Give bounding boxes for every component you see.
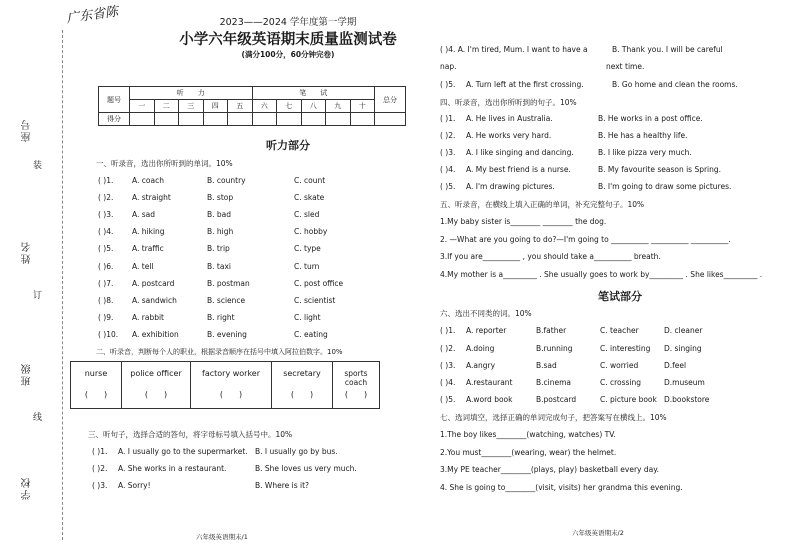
name-label: 姓名: [22, 240, 33, 264]
option-b: B. He has a healthy life.: [598, 131, 688, 140]
fill-blank-line[interactable]: 4. She is going to________(visit, visits) her grandma this evening.: [440, 483, 683, 492]
part4-instruction: 四、听录音，选出你所听到的句子。10%: [440, 98, 577, 107]
option-a: A. tell: [132, 262, 154, 271]
question-number: ( )3.: [440, 148, 456, 157]
option-a: A. straight: [132, 193, 171, 202]
option-c: C. scientist: [294, 296, 336, 305]
fill-blank-line[interactable]: 3.My PE teacher________(plays, play) basketball every day.: [440, 465, 659, 474]
option-a: A. sad: [132, 210, 156, 219]
answer-blank[interactable]: ( ): [144, 390, 168, 399]
section-number: 五: [228, 100, 253, 113]
question-number: ( )1.: [440, 114, 456, 123]
exam-note: (满分100分，60分钟完卷): [241, 50, 335, 59]
question-number: ( )5.: [440, 395, 456, 404]
question-number: ( )2.: [92, 464, 108, 473]
question-number: ( )4.: [440, 165, 456, 174]
option-a: A. Sorry!: [118, 481, 151, 490]
score-cell[interactable]: [277, 113, 302, 126]
question-number: ( )7.: [98, 279, 114, 288]
section-number: 四: [203, 100, 228, 113]
option-b: B. trip: [207, 244, 230, 253]
page-footer-left: 六年级英语期末/1: [196, 533, 248, 541]
question-number: ( )6.: [98, 262, 114, 271]
question-number: ( )8.: [98, 296, 114, 305]
part3-q4-b: B. Thank you. I will be careful: [612, 45, 723, 54]
option-a: A. He works very hard.: [466, 131, 552, 140]
section-number: 二: [154, 100, 179, 113]
option-d: D.museum: [664, 378, 705, 387]
option-a: A. rabbit: [132, 313, 164, 322]
question-number: ( )1.: [98, 176, 114, 185]
option-a: A. reporter: [466, 326, 507, 335]
option-b: B. evening: [207, 330, 247, 339]
option-a: A. I like singing and dancing.: [466, 148, 574, 157]
answer-blank[interactable]: ( ): [84, 390, 108, 399]
section-number: 一: [130, 100, 155, 113]
option-c: C. type: [294, 244, 321, 253]
total-header: 总分: [375, 87, 406, 113]
option-b: B.running: [536, 344, 573, 353]
section-number: 三: [179, 100, 204, 113]
option-b: B. I usually go by bus.: [255, 447, 338, 456]
question-number: ( )2.: [98, 193, 114, 202]
option-a: A. I'm drawing pictures.: [466, 182, 555, 191]
part7-instruction: 七、选词填空，选择正确的单词完成句子，把答案写在横线上。10%: [440, 413, 667, 422]
option-d: D. cleaner: [664, 326, 703, 335]
score-cell[interactable]: [350, 113, 375, 126]
part3-q4-a: ( )4. A. I'm tired, Mum. I want to have a: [440, 45, 588, 54]
option-a: A.word book: [466, 395, 513, 404]
seal-mark-top: 装: [31, 160, 41, 169]
part1-instruction: 一、听录音，选出你所听到的单词。10%: [96, 159, 233, 168]
part5-instruction: 五、听录音，在横线上填入正确的单词，补充完整句子。10%: [440, 200, 645, 209]
question-number: ( )5.: [98, 244, 114, 253]
score-cell[interactable]: [179, 113, 204, 126]
option-a: A. My best friend is a nurse.: [466, 165, 571, 174]
option-d: D.feel: [664, 361, 687, 370]
score-cell[interactable]: [154, 113, 179, 126]
score-cell[interactable]: [203, 113, 228, 126]
school-label: 学校: [22, 476, 33, 500]
part3-q4-b-cont: next time.: [606, 62, 645, 71]
option-a: A. sandwich: [132, 296, 177, 305]
answer-blank[interactable]: ( ): [290, 390, 314, 399]
question-number: ( )1.: [440, 326, 456, 335]
score-cell[interactable]: [228, 113, 253, 126]
option-a: A. I usually go to the supermarket.: [118, 447, 248, 456]
option-b: B. She loves us very much.: [255, 464, 357, 473]
question-number: ( )2.: [440, 344, 456, 353]
question-number: ( )10.: [98, 330, 119, 339]
score-table: [98, 86, 406, 126]
listening-header: 听 力: [130, 87, 253, 100]
occupation-nurse: nurse: [84, 369, 108, 378]
question-number: ( )2.: [440, 131, 456, 140]
option-c: C. skate: [294, 193, 325, 202]
fill-blank-line[interactable]: 1.The boy likes________(watching, watches) TV.: [440, 430, 616, 439]
question-number: ( )4.: [440, 378, 456, 387]
option-c: C. post office: [294, 279, 344, 288]
option-a: A. She works in a restaurant.: [118, 464, 227, 473]
option-b: B. My favourite season is Spring.: [598, 165, 722, 174]
fill-blank-line[interactable]: 4.My mother is a_________ . She usually goes to work by_________ . She likes_________ .: [440, 270, 763, 279]
option-a: A.angry: [466, 361, 496, 370]
occupation-cell: [71, 362, 122, 408]
option-c: C. interesting: [600, 344, 651, 353]
question-number: ( )9.: [98, 313, 114, 322]
option-c: C. turn: [294, 262, 320, 271]
writing-section-title: 笔试部分: [598, 290, 642, 303]
score-cell[interactable]: [375, 113, 406, 126]
part3-instruction: 三、听句子，选择合适的答句，将字母标号填入括号中。10%: [88, 430, 293, 439]
answer-blank[interactable]: ( ): [344, 390, 368, 399]
option-d: D.bookstore: [664, 395, 710, 404]
answer-blank[interactable]: ( ): [219, 390, 243, 399]
option-b: B. high: [207, 227, 234, 236]
fill-blank-line[interactable]: 2.You must________(wearing, wear) the helmet.: [440, 448, 617, 457]
option-b: B. Go home and clean the rooms.: [612, 80, 738, 89]
option-b: B.sad: [536, 361, 557, 370]
option-c: C. worried: [600, 361, 639, 370]
option-a: A. hiking: [132, 227, 165, 236]
occupation-police-officer: police officer: [130, 369, 182, 378]
option-a: A. traffic: [132, 244, 164, 253]
question-number: ( )5.: [440, 182, 456, 191]
option-a: A. coach: [132, 176, 164, 185]
occupation-secretary: secretary: [283, 369, 321, 378]
part2-instruction: 二、听录音，判断每个人的职业，根据录音顺序在括号中填入阿拉伯数字。10%: [96, 348, 343, 356]
section-number: 六: [252, 100, 277, 113]
question-number-header: 题号: [99, 87, 130, 113]
option-b: B. stop: [207, 193, 234, 202]
option-b: B. bad: [207, 210, 232, 219]
score-row-header: 得分: [99, 113, 130, 126]
option-b: B. taxi: [207, 262, 231, 271]
fill-blank-line[interactable]: 3.If you are__________ , you should take a__________ breath.: [440, 252, 661, 261]
occupation-cell: [122, 362, 191, 408]
option-a: A. Turn left at the first crossing.: [466, 80, 584, 89]
question-number: ( )4.: [98, 227, 114, 236]
occupation-sports-coach: sports coach: [344, 369, 368, 387]
section-number: 九: [326, 100, 351, 113]
option-b: B. I like pizza very much.: [598, 148, 692, 157]
question-number: ( )3.: [98, 210, 114, 219]
score-cell[interactable]: [301, 113, 326, 126]
seal-mark-bottom: 线: [31, 412, 41, 421]
option-b: B.father: [536, 326, 567, 335]
part3-q4-a-cont: nap.: [440, 62, 457, 71]
option-b: B.cinema: [536, 378, 572, 387]
option-b: B. postman: [207, 279, 250, 288]
score-cell[interactable]: [326, 113, 351, 126]
option-b: B. country: [207, 176, 246, 185]
binding-margin: [20, 0, 46, 554]
option-c: C. hobby: [294, 227, 328, 236]
handwritten-mark: 广东省陈: [65, 4, 120, 27]
seat-number-label: 座号: [22, 118, 33, 142]
option-c: C. count: [294, 176, 326, 185]
score-cell[interactable]: [130, 113, 155, 126]
option-a: A. postcard: [132, 279, 175, 288]
question-number: ( )5.: [440, 80, 456, 89]
option-c: C. light: [294, 313, 321, 322]
option-c: C. sled: [294, 210, 320, 219]
occupation-cell: [333, 362, 379, 408]
binding-line: [62, 30, 63, 540]
section-number: 七: [277, 100, 302, 113]
page-footer-right: 六年级英语期末/2: [572, 529, 624, 537]
option-a: A. He lives in Australia.: [466, 114, 553, 123]
seal-mark-mid: 订: [31, 290, 41, 299]
question-number: ( )3.: [92, 481, 108, 490]
exam-title: 小学六年级英语期末质量监测试卷: [179, 31, 397, 48]
part6-instruction: 六、选出不同类的词。10%: [440, 309, 532, 318]
occupation-cell: [191, 362, 272, 408]
score-cell[interactable]: [252, 113, 277, 126]
option-b: B. He works in a post office.: [598, 114, 703, 123]
writing-header: 笔 试: [252, 87, 375, 100]
school-year: 2023——2024 学年度第一学期: [219, 17, 357, 28]
option-b: B. Where is it?: [255, 481, 309, 490]
option-c: C. teacher: [600, 326, 639, 335]
occupation-table: [70, 361, 380, 409]
occupation-cell: [272, 362, 333, 408]
question-number: ( )1.: [92, 447, 108, 456]
option-c: C. picture book: [600, 395, 657, 404]
option-b: B. right: [207, 313, 235, 322]
fill-blank-line[interactable]: 2. —What are you going to do?—I'm going to __________ __________ __________.: [440, 235, 731, 244]
option-b: B. science: [207, 296, 246, 305]
section-number: 十: [350, 100, 375, 113]
listening-section-title: 听力部分: [266, 139, 310, 152]
option-a: A.restaurant: [466, 378, 513, 387]
option-c: C. eating: [294, 330, 328, 339]
section-number: 八: [301, 100, 326, 113]
option-a: A.doing: [466, 344, 495, 353]
option-d: D. singing: [664, 344, 702, 353]
option-b: B. I'm going to draw some pictures.: [598, 182, 732, 191]
occupation-factory-worker: factory worker: [202, 369, 260, 378]
option-b: B.postcard: [536, 395, 577, 404]
fill-blank-line[interactable]: 1.My baby sister is________ ________ the dog.: [440, 217, 607, 226]
option-c: C. crossing: [600, 378, 642, 387]
class-label: 班级: [22, 362, 33, 386]
question-number: ( )3.: [440, 361, 456, 370]
option-a: A. exhibition: [132, 330, 179, 339]
